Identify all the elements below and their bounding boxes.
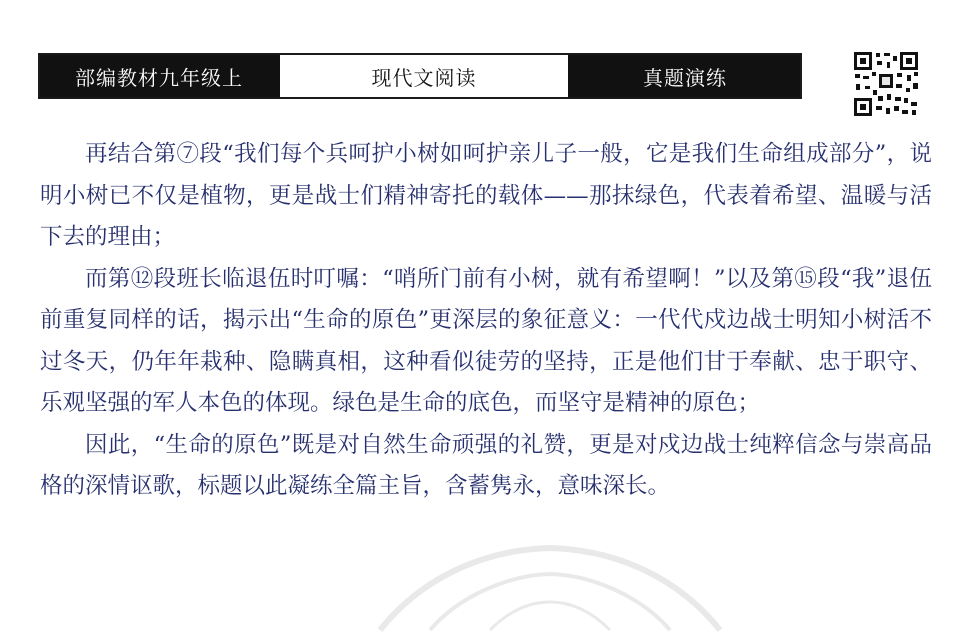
- paragraph-2: 而第⑫段班长临退伍时叮嘱：“哨所门前有小树，就有希望啊！”以及第⑮段“我”退伍前重复同样的话，揭示出“生命的原色”更深层的象征意义：一代代戍边战士明知小树活不过冬天，仍年年栽种、隐瞒真相，这种看似徒劳的坚持，正是他们甘于奉献、忠于职守、乐观坚强的军人本色的体现。绿色是生命的底色，而坚守是精神的原色；: [40, 265, 932, 416]
- reading-passage: [40, 134, 932, 508]
- paragraph-1: 再结合第⑦段“我们每个兵呵护小树如呵护亲儿子一般，它是我们生命组成部分”，说明小树已不仅是植物，更是战士们精神寄托的载体——那抹绿色，代表着希望、温暖与活下去的理由；: [40, 141, 932, 250]
- qr-code-icon: [852, 50, 920, 118]
- header-practice-label: 真题演练: [570, 55, 800, 97]
- header-textbook-label: 部编教材九年级上: [40, 55, 278, 97]
- header-section-label: 现代文阅读: [278, 55, 570, 97]
- car-watermark: [360, 520, 740, 640]
- paragraph-3: 因此，“生命的原色”既是对自然生命顽强的礼赞，更是对戍边战士纯粹信念与崇高品格的深情讴歌，标题以此凝练全篇主旨，含蓄隽永，意味深长。: [40, 431, 932, 499]
- header-bar: [38, 53, 802, 99]
